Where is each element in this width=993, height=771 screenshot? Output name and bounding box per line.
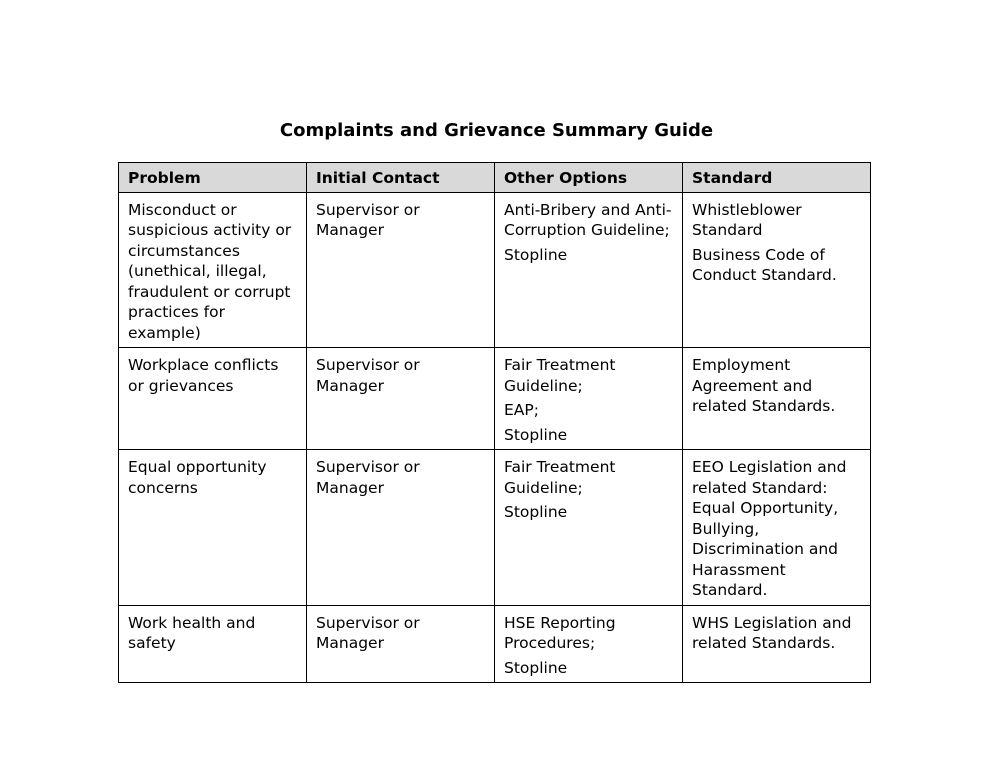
initial-contact-cell: Supervisor or Manager: [307, 450, 495, 606]
standard-text: Business Code of Conduct Standard.: [692, 245, 837, 284]
other-option-text: Stopline: [504, 425, 568, 444]
other-options-cell: [495, 348, 683, 450]
initial-contact-cell: Supervisor or Manager: [307, 605, 495, 683]
table-row: [119, 348, 871, 450]
standard-text: WHS Legislation and related Standards.: [692, 613, 852, 652]
other-option-text: Anti-Bribery and Anti-Corruption Guideline;: [504, 200, 672, 239]
table-header-row: [119, 163, 871, 193]
column-header-other-options: Other Options: [495, 163, 683, 193]
problem-cell: Work health and safety: [119, 605, 307, 683]
document-title: Complaints and Grievance Summary Guide: [279, 120, 714, 141]
standard-cell: [683, 192, 871, 348]
problem-cell: Equal opportunity concerns: [119, 450, 307, 606]
other-options-cell: [495, 605, 683, 683]
standard-text: EEO Legislation and related Standard: Equal Opportunity, Bullying, Discrimination and Harassment Standard.: [692, 458, 847, 599]
column-header-problem: Problem: [119, 163, 307, 193]
standard-text: Employment Agreement and related Standards.: [692, 356, 836, 415]
column-header-standard: Standard: [683, 163, 871, 193]
other-option-text: Fair Treatment Guideline;: [504, 458, 616, 497]
summary-guide-table: [118, 162, 871, 683]
other-option-text: Stopline: [504, 658, 568, 677]
table-row: [119, 450, 871, 606]
other-option-text: Fair Treatment Guideline;: [504, 356, 616, 395]
standard-text: Whistleblower Standard: [692, 200, 802, 239]
problem-cell: Workplace conflicts or grievances: [119, 348, 307, 450]
other-option-text: HSE Reporting Procedures;: [504, 613, 616, 652]
standard-cell: [683, 605, 871, 683]
initial-contact-cell: Supervisor or Manager: [307, 192, 495, 348]
standard-cell: [683, 450, 871, 606]
other-option-text: Stopline: [504, 503, 568, 521]
problem-cell: Misconduct or suspicious activity or circumstances (unethical, illegal, fraudulent or corrupt practices for example): [119, 192, 307, 348]
table-row: [119, 192, 871, 348]
other-options-cell: [495, 192, 683, 348]
initial-contact-cell: Supervisor or Manager: [307, 348, 495, 450]
table-row: [119, 605, 871, 683]
other-option-text: Stopline: [504, 245, 568, 264]
other-option-text: EAP;: [504, 401, 539, 419]
other-options-cell: [495, 450, 683, 606]
column-header-initial-contact: Initial Contact: [307, 163, 495, 193]
standard-cell: [683, 348, 871, 450]
